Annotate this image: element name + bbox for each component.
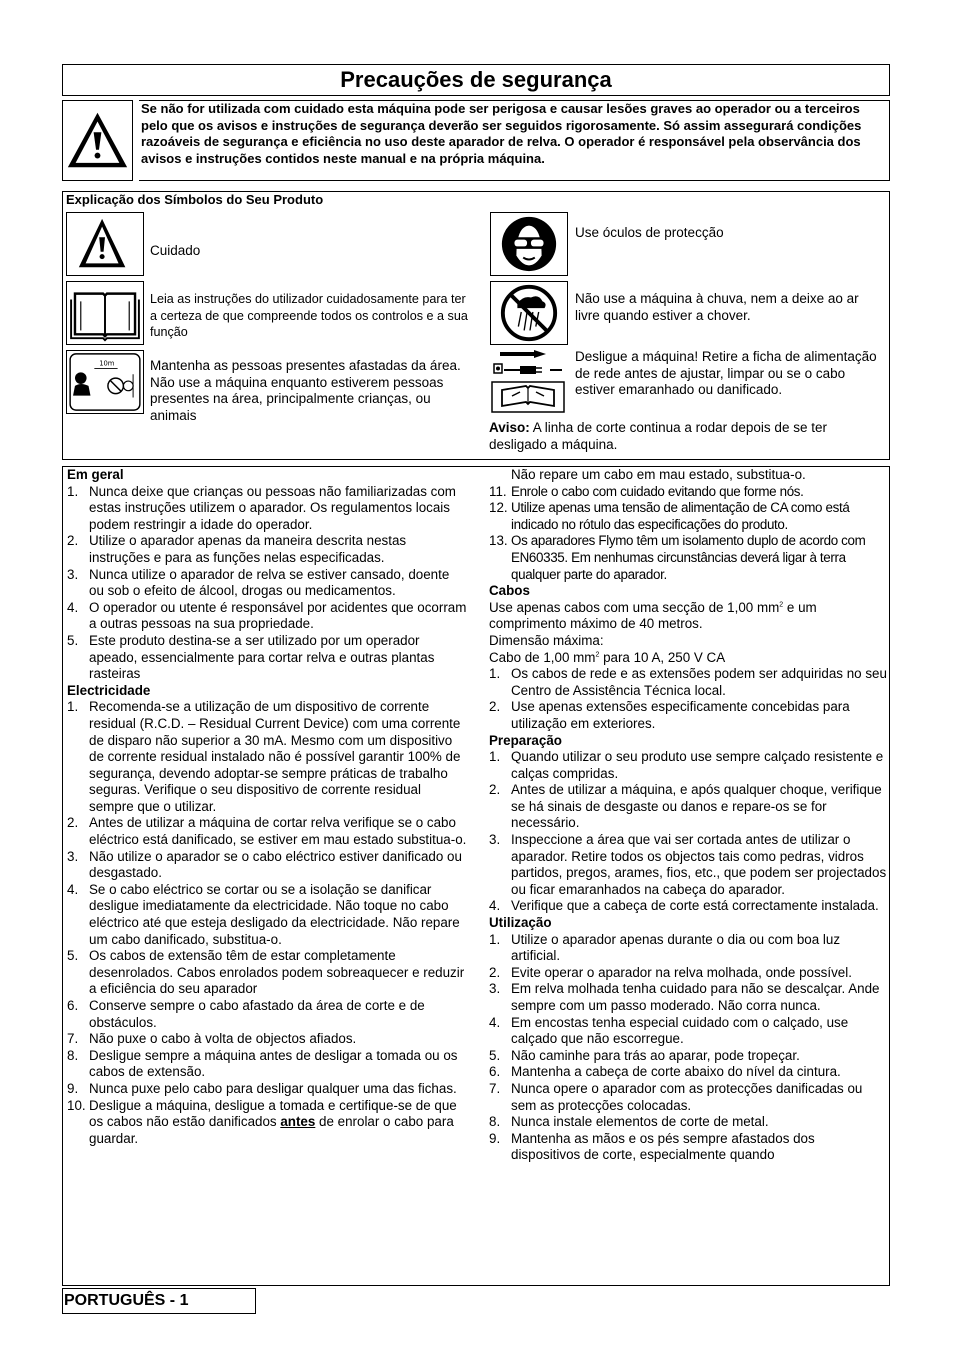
caution-icon [66,212,144,276]
item-number: 3. [67,848,79,864]
list-item [489,981,887,1014]
symbols-heading: Explicação dos Símbolos do Seu Produto [66,192,324,207]
item-number: 2. [67,815,79,831]
section-title-electricidade: Electricidade [67,682,151,698]
item-number: 6. [489,1064,501,1080]
aviso-text: A linha de corte continua a rodar depois de se ter desligado a máquina. [489,420,827,452]
section-title-preparacao: Preparação [489,732,562,748]
item-number: 7. [67,1031,79,1047]
item-number: 4. [489,1014,501,1030]
list-item [489,1064,887,1081]
item-number: 5. [489,1047,501,1063]
list-item [67,998,467,1031]
keep-away-distance: 10m [99,359,115,368]
item-text: Nunca opere o aparador com as protecções danificadas ou sem as protecções colocadas. [511,1080,863,1113]
unplug-text: Desligue a máquina! Retire a ficha de alimentação de rede antes de ajustar, limpar ou se o cabo estiver emaranhado ou danificado. [575,349,877,398]
item-text: Conserve sempre o cabo afastado da área de corte e de obstáculos. [89,998,425,1030]
item-text: Verifique que a cabeça de corte está correctamente instalada. [511,898,879,914]
item-number: 4. [67,599,79,615]
list-item [489,965,887,982]
list-item [67,633,467,683]
page-title: Precauções de segurança [340,67,612,92]
item-number: 2. [67,533,79,549]
item-number: 3. [67,566,79,582]
item-number: 10. [67,1097,86,1113]
item-number: 9. [489,1130,501,1146]
item-number: 13. [489,533,508,549]
item-number: 8. [489,1114,501,1130]
item-number: 1. [489,931,501,947]
item-text: Desligue a máquina, desligue a tomada e certifique-se de que os cabos não estão danificados antes de enrolar o cabo para guardar. [89,1097,457,1146]
keep-away-icon [66,350,144,414]
item-text: Desligue sempre a máquina antes de desligar a tomada ou os cabos de extensão. [89,1047,458,1080]
list-item [489,484,887,501]
item-text: Os cabos de extensão têm de estar completamente desenrolados. Cabos enrolados podem sobreaquecer e reduzir a eficiência do seu aparador [89,948,465,997]
item-number: 4. [67,881,79,897]
list-item [489,1015,887,1048]
item-number: 1. [489,749,501,765]
item-text: Quando utilizar o seu produto use sempre calçado resistente e calças compridas. [511,749,884,781]
item-number: 2. [489,782,501,798]
warning-text: Se não for utilizada com cuidado esta máquina pode ser perigosa e causar lesões graves ao operador ou a terceiros pelo que os avisos e instruções de segurança deverão ser seguidos rigorosamente. Só assim assegurará condições razoáveis de segurança e eficiência no uso deste aparador de relva. O operador é responsável pela observância dos avisos e instruções contidos neste manual e na própria máquina. [139,100,890,181]
list-item [67,1031,467,1048]
footer-page-label: PORTUGUÊS - 1 [64,1292,189,1309]
list-item [67,533,467,566]
section-title-geral: Em geral [67,467,124,482]
item-text: Utilize o aparador apenas da maneira descrita nestas instruções e para as funções nelas especificadas. [89,533,407,565]
item-number: 1. [67,699,79,715]
item-text: Em encostas tenha especial cuidado com o calçado, use calçado que não escorregue. [511,1014,849,1047]
item-number: 3. [489,981,501,997]
item-text: Use apenas extensões especificamente concebidas para utilização em exteriores. [511,699,850,731]
item-text: Utilize o aparador apenas durante o dia ou com boa luz artificial. [511,931,841,964]
warning-icon [62,100,133,181]
item-text: Utilize apenas uma tensão de alimentação de CA como está indicado no rótulo das especificações do produto. [511,500,850,532]
list-item [67,567,467,600]
list-item [67,815,467,848]
list-item [489,932,887,965]
title-box [62,64,890,96]
read-manual-icon [66,281,144,345]
list-item [67,699,467,815]
item-text: Os cabos de rede e as extensões podem ser adquiridas no seu Centro de Assistência Técnica local. [511,666,887,698]
section-title-cabos: Cabos [489,583,530,599]
item-text: Enrole o cabo com cuidado evitando que forme nós. [511,483,804,499]
item-text: Nunca puxe pelo cabo para desligar qualquer uma das fichas. [89,1080,457,1096]
no-rain-icon [490,281,568,345]
item-text: O operador ou utente é responsável por acidentes que ocorram a outras pessoas na sua propriedade. [89,599,467,632]
item-text: Mantenha as mãos e os pés sempre afastados dos dispositivos de corte, especialmente quando [511,1130,815,1163]
list-item [67,484,467,534]
content-section [62,466,890,1286]
item-text: Nunca utilize o aparador de relva se estiver cansado, doente ou sob o efeito de álcool, drogas ou medicamentos. [89,566,450,599]
item-text: Antes de utilizar a máquina de cortar relva verifique se o cabo eléctrico está danificado, se estiver em mau estado substitua-o. [89,815,467,848]
list-item [489,500,887,533]
item-number: 5. [67,632,79,648]
list-item [489,832,887,898]
list-item [489,1131,887,1164]
cabos-paragraph-2: Dimensão máxima: [489,632,604,648]
list-item [67,1098,467,1148]
section-title-utilizacao: Utilização [489,915,552,931]
aviso-label: Aviso: [489,420,530,435]
continued-text: Não repare um cabo em mau estado, substitua-o. [511,467,806,482]
caution-label: Cuidado [150,243,201,258]
item-number: 5. [67,948,79,964]
unplug-icon [490,350,568,414]
no-rain-text: Não use a máquina à chuva, nem a deixe ao ar livre quando estiver a chover. [575,291,859,323]
list-item [67,1081,467,1098]
footer-box [62,1288,256,1314]
item-text: Não puxe o cabo à volta de objectos afiados. [89,1031,357,1047]
item-text: Nunca instale elementos de corte de metal. [511,1114,769,1130]
item-number: 3. [489,832,501,848]
list-item [489,1048,887,1065]
cabos-paragraph-1: Use apenas cabos com uma secção de 1,00 $mm^2$ e um comprimento máximo de 40 metros. [489,599,817,632]
item-text: Recomenda-se a utilização de um dispositivo de corrente residual (R.C.D. – Residual Current Device) com uma corrente de disparo não superior a 30 mA. Mesmo com um dispositivo de corrente residual instalado não é possível garantir 100% de segurança, devendo adoptar-se sempre práticas de trabalho seguras. Verifique o seu dispositivo de corrente residual sempre que o utilizar. [89,699,461,814]
left-column [67,467,467,1147]
item-text: Não caminhe para trás ao aparar, pode tropeçar. [511,1047,800,1063]
symbols-section [62,191,890,460]
cabos-paragraph-3: Cabo de 1,00 $mm^2$ para 10 A, 250 V CA [489,649,726,665]
item-number: 9. [67,1080,79,1096]
item-number: 2. [489,699,501,715]
list-item [489,699,887,732]
item-text: Inspeccione a área que vai ser cortada antes de utilizar o aparador. Retire todos os objectos tais como pedras, vidros partidos, pregos, arames, fios, etc., que podem ser projectados ou ficar emaranhados na cabeça do aparador. [511,832,887,897]
list-item [67,948,467,998]
item-number: 2. [489,964,501,980]
list-item [489,666,887,699]
list-item [67,849,467,882]
list-item [489,749,887,782]
item-number: 11. [489,483,507,499]
goggles-icon [490,212,568,276]
goggles-text: Use óculos de protecção [575,225,724,240]
item-number: 7. [489,1080,501,1096]
item-text: Evite operar o aparador na relva molhada, onde possível. [511,964,852,980]
item-number: 4. [489,898,501,914]
item-text: Este produto destina-se a ser utilizado por um operador apeado, essencialmente para cortar relva e outras plantas rasteiras [89,632,435,682]
item-number: 12. [489,500,508,516]
item-text: Se o cabo eléctrico se cortar ou se a isolação se danificar desligue imediatamente da electricidade. Não toque no cabo eléctrico até que esteja desligado da electricidade. Não repare um cabo danificado, substitua-o. [89,881,460,947]
item-text: Mantenha a cabeça de corte abaixo do nível da cintura. [511,1064,841,1080]
item-number: 6. [67,998,79,1013]
item-number: 1. [67,483,79,499]
item-number: 1. [489,666,501,682]
list-item [67,1048,467,1081]
item-text: Antes de utilizar a máquina, e após qualquer choque, verifique se há sinais de desgaste ou danos e repare-os se for necessário. [511,782,882,831]
list-item [489,898,887,915]
item-number: 8. [67,1047,79,1063]
item-text: Não utilize o aparador se o cabo eléctrico estiver danificado ou desgastado. [89,848,462,881]
list-item [489,1081,887,1114]
list-item [489,1114,887,1131]
aviso-note [489,420,884,453]
read-manual-text: Leia as instruções do utilizador cuidadosamente para ter a certeza de que compreende todos os controlos e a sua função [150,292,468,340]
list-item [67,882,467,948]
keep-away-text: Mantenha as pessoas presentes afastadas da área. Não use a máquina enquanto estiverem pessoas presentes na área, principalmente crianças, ou animais [150,358,461,423]
list-item [489,533,887,583]
list-item [67,600,467,633]
right-column [489,467,887,1164]
item-text: Os aparadores Flymo têm um isolamento duplo de acordo com EN60335. Em nenhumas circunstâncias deverá ligar à terra qualquer parte do aparador. [511,533,866,582]
item-text: Nunca deixe que crianças ou pessoas não familiarizadas com estas instruções utilizem o aparador. Os regulamentos locais podem restringir a idade do operador. [89,483,456,532]
item-text: Em relva molhada tenha cuidado para não se descalçar. Ande sempre com um passo moderado. Não corra nunca. [511,981,880,1013]
list-item [489,782,887,832]
